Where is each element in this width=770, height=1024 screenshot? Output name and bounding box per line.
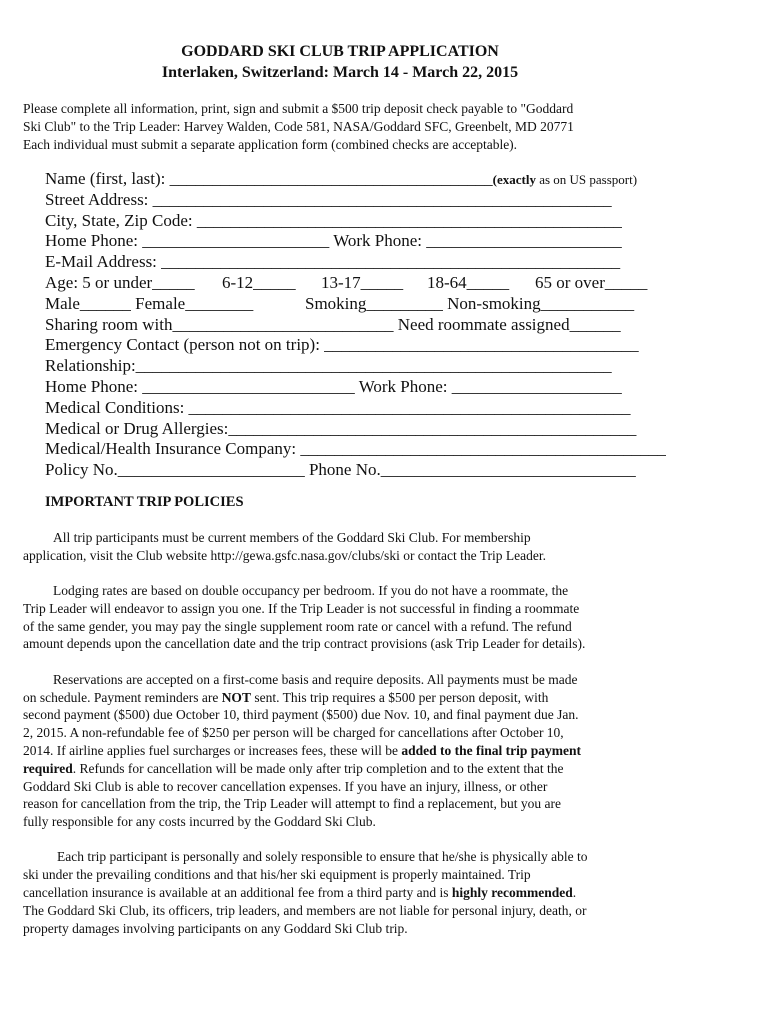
emphasis-text: NOT [221, 689, 251, 705]
passport-note: as on US passport) [535, 172, 638, 187]
emergency-phone-field[interactable]: Home Phone: _________________________ Work Phone: ____________________ [45, 376, 622, 396]
text-run: cancellation insurance is available at an additional fee from a third party and is [23, 885, 452, 901]
lodging-paragraph [23, 582, 663, 653]
home-work-phone-field[interactable]: Home Phone: ______________________ Work Phone: _______________________ [45, 231, 622, 251]
page-subtitle: Interlaken, Switzerland: March 14 - March 22, 2015 [161, 64, 519, 81]
instructions-line: Ski Club" to the Trip Leader: Harvey Walden, Code 581, NASA/Goddard SFC, Greenbelt, MD 20771 [23, 119, 574, 134]
paragraph-line: Trip Leader will endeavor to assign you one. If the Trip Leader is not successful in finding a roommate [23, 600, 580, 616]
age-18-64[interactable]: 18-64_____ [427, 272, 510, 292]
reservations-paragraph [23, 671, 663, 831]
text-run: sent. This trip requires a $500 per person deposit, with [250, 689, 549, 705]
paragraph-line: Each trip participant is personally and solely responsible to ensure that he/she is physically able to [57, 849, 588, 865]
age-6-12[interactable]: 6-12_____ [222, 272, 296, 292]
emphasis-text: highly recommended [451, 885, 573, 901]
age-65-or-over[interactable]: 65 or over_____ [535, 272, 648, 292]
medical-conditions-field[interactable]: Medical Conditions: ____________________________________________________ [45, 397, 631, 417]
name-field[interactable] [45, 169, 660, 190]
text-run: . [572, 885, 577, 901]
name-blank[interactable]: ______________________________________ [169, 169, 493, 188]
application-form [45, 169, 666, 481]
sharing-room-field[interactable]: Sharing room with__________________________ Need roommate assigned______ [45, 314, 621, 334]
paragraph-line: Goddard Ski Club is able to recover cancellation expenses. If you have an injury, illness, or other [23, 778, 548, 794]
paragraph-line: second payment ($500) due October 10, third payment ($500) due Nov. 10, and final payment due Jan. [23, 707, 579, 723]
membership-paragraph [23, 529, 663, 565]
age-field[interactable] [45, 273, 660, 294]
text-run: 2014. If airline applies fuel surcharges or increases fees, these will be [23, 742, 402, 758]
paragraph-line: reason for cancellation from the trip, the Trip Leader will attempt to find a replacement, but you are [23, 796, 561, 812]
policies-heading: IMPORTANT TRIP POLICIES [45, 494, 244, 510]
instructions [23, 100, 663, 154]
text-run: on schedule. Payment reminders are [23, 689, 222, 705]
passport-note-bold: (exactly [492, 172, 536, 187]
paragraph-line: of the same gender, you may pay the single supplement room rate or cancel with a refund. The refund [23, 618, 572, 634]
paragraph-line: application, visit the Club website http://gewa.gsfc.nasa.gov/clubs/ski or contact the Trip Leader. [23, 547, 547, 563]
instructions-line: Each individual must submit a separate application form (combined checks are acceptable). [23, 137, 518, 152]
emergency-contact-field[interactable]: Emergency Contact (person not on trip): _____________________________________ [45, 335, 639, 355]
paragraph-line [23, 742, 663, 760]
emphasis-text: added to the final trip payment [401, 742, 582, 758]
paragraph-line: 2, 2015. A non-refundable fee of $250 per person will be charged for cancellations after October 10, [23, 725, 564, 741]
gender-options[interactable]: Male______ Female________ [45, 293, 254, 313]
paragraph-line [23, 760, 663, 778]
insurance-company-field[interactable]: Medical/Health Insurance Company: ___________________________________________ [45, 439, 666, 459]
policy-number-field[interactable]: Policy No.______________________ Phone No.______________________________ [45, 460, 636, 480]
age-5-or-under[interactable]: Age: 5 or under_____ [45, 272, 195, 292]
paragraph-line: amount depends upon the cancellation date and the trip contract provisions (ask Trip Leader for details). [23, 636, 586, 652]
paragraph-line: property damages involving participants on any Goddard Ski Club trip. [23, 920, 408, 936]
paragraph-line: Lodging rates are based on double occupancy per bedroom. If you do not have a roommate, the [53, 583, 569, 599]
emphasis-text: required [23, 760, 73, 776]
email-field[interactable]: E-Mail Address: ______________________________________________________ [45, 252, 621, 272]
text-run: . Refunds for cancellation will be made only after trip completion and to the extent that the [72, 760, 564, 776]
city-state-zip-field[interactable]: City, State, Zip Code: __________________________________________________ [45, 210, 622, 230]
paragraph-line: fully responsible for any costs incurred by the Goddard Ski Club. [23, 814, 376, 830]
paragraph-line [23, 884, 663, 902]
instructions-line: Please complete all information, print, sign and submit a $500 trip deposit check payable to "Goddard [23, 101, 574, 116]
name-label: Name (first, last): [45, 169, 170, 188]
paragraph-line: ski under the prevailing conditions and that his/her ski equipment is properly maintained. Trip [23, 867, 531, 883]
responsibility-paragraph [23, 848, 663, 937]
relationship-field[interactable]: Relationship:________________________________________________________ [45, 356, 612, 376]
paragraph-line: Reservations are accepted on a first-come basis and require deposits. All payments must be made [53, 671, 578, 687]
paragraph-line: The Goddard Ski Club, its officers, trip leaders, and members are not liable for personal injury, death, or [23, 902, 587, 918]
paragraph-line: All trip participants must be current members of the Goddard Ski Club. For membership [53, 530, 531, 545]
smoking-options[interactable]: Smoking_________ Non-smoking___________ [305, 293, 635, 313]
page-title: GODDARD SKI CLUB TRIP APPLICATION [181, 43, 499, 60]
age-13-17[interactable]: 13-17_____ [321, 272, 404, 292]
gender-smoking-field[interactable] [45, 294, 660, 315]
paragraph-line [23, 689, 663, 707]
street-address-field[interactable]: Street Address: ______________________________________________________ [45, 189, 612, 209]
policies-section [23, 529, 663, 955]
allergies-field[interactable]: Medical or Drug Allergies:________________________________________________ [45, 418, 637, 438]
